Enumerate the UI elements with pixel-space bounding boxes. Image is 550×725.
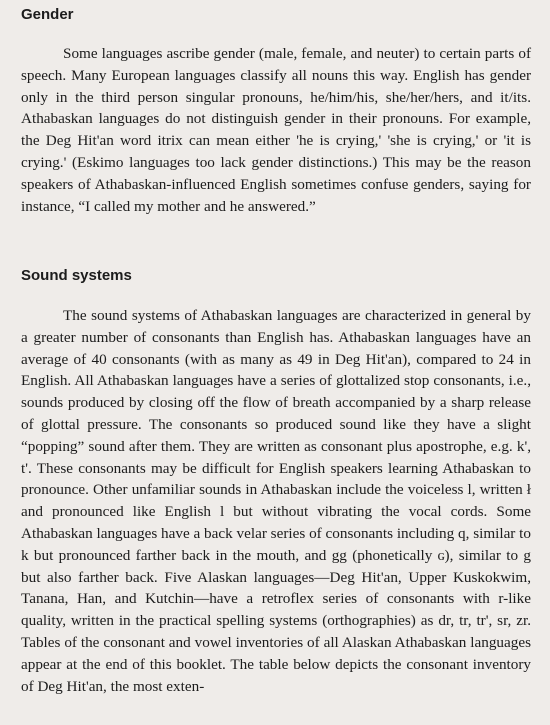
section-heading-sound-systems: Sound systems (21, 267, 132, 284)
paragraph-gender: Some languages ascribe gender (male, female, and neuter) to certain parts of speech. Many European languages classify all nouns this way. English has gender only in the third person singular pronouns, he/him/his, she/her/hers, and it/its. Athabaskan languages do not distinguish gender in their pronouns. For example, the Deg Hit'an word itrix can mean either 'he is crying,' 'she is crying,' or 'it is crying.' (Eskimo languages too lack gender distinctions.) This may be the reason speakers of Athabaskan-influenced English sometimes confuse genders, saying for instance, “I called my mother and he answered.” (21, 45, 531, 215)
section-heading-gender: Gender (21, 6, 74, 23)
paragraph-sound-systems: The sound systems of Athabaskan languages are characterized in general by a greater number of consonants than English has. Athabaskan languages have an average of 40 consonants (with as many as 49 in Deg Hit'an), compared to 24 in English. All Athabaskan languages have a series of glottalized stop consonants, i.e., sounds produced by closing off the flow of breath accompanied by a sharp release of glottal pressure. The consonants so produced sound like they have a slight “popping” sound after them. They are written as consonant plus apostrophe, e.g. k', t'. These consonants may be difficult for English speakers learning Athabaskan to pronounce. Other unfamiliar sounds in Athabaskan include the voiceless l, written ł and pronounced like English l but without vibrating the vocal cords. Some Athabaskan languages have a back velar series of consonants including q, similar to k but pronounced farther back in the mouth, and gg (phonetically ɢ), similar to g but also farther back. Five Alaskan languages—Deg Hit'an, Upper Kuskokwim, Tanana, Han, and Kutchin—have a retroflex series of consonants with r-like quality, written in the practical spelling systems (orthographies) as dr, tr, tr', sr, zr. Tables of the consonant and vowel inventories of all Alaskan Athabaskan languages appear at the end of this booklet. The table below depicts the consonant inventory of Deg Hit'an, the most exten- (21, 307, 531, 695)
